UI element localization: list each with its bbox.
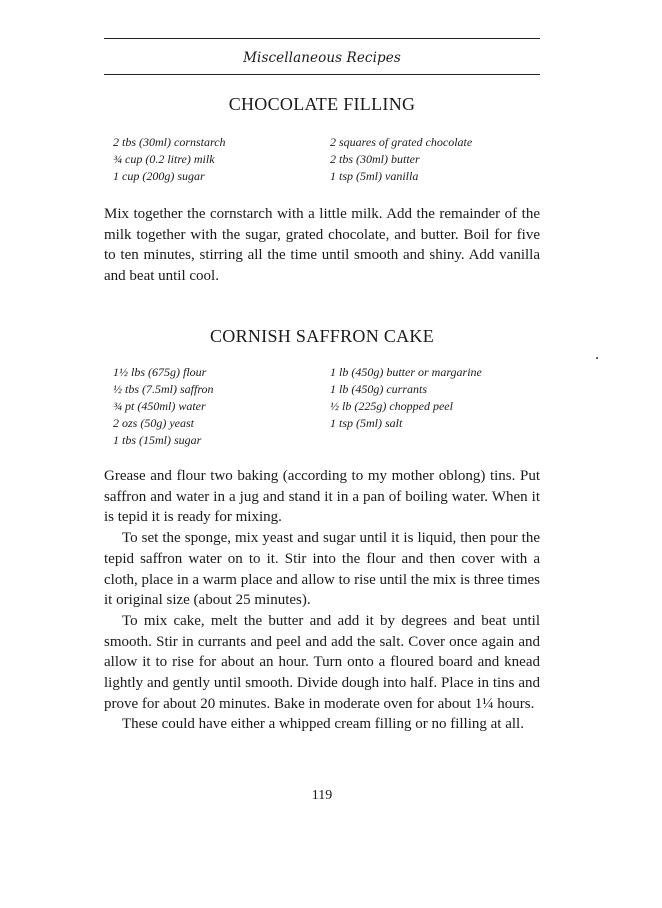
ingredient-item: 1 cup (200g) sugar [113,169,205,183]
paragraph: To set the sponge, mix yeast and sugar until it is liquid, then pour the tepid saffron water on to it. Stir into the flour and then cover with a cloth, place in a warm place and allow to rise until the mix is three times it original size (about 25 minutes). [104,530,540,609]
ingredients-cornish-saffron-cake [113,364,533,452]
print-speck [596,357,598,359]
ingredients-column-left [113,134,226,185]
ingredient-item: 2 tbs (30ml) cornstarch [113,135,226,149]
ingredient-item: 2 squares of grated chocolate [330,135,473,149]
header-rule-top [104,38,540,39]
ingredients-column-left [113,364,214,449]
ingredients-chocolate-filling [113,134,533,188]
ingredient-item: 2 ozs (50g) yeast [113,416,194,430]
ingredient-item: 1 tsp (5ml) vanilla [330,169,419,183]
ingredient-item: 1 lb (450g) butter or margarine [330,365,482,379]
instructions-chocolate-filling [104,204,540,287]
header-rule-bottom [104,74,540,75]
recipe-title-cornish-saffron-cake: CORNISH SAFFRON CAKE [209,326,435,346]
paragraph: To mix cake, melt the butter and add it by degrees and beat until smooth. Stir in currants and peel and add the salt. Cover once again and allow it to rise for about an hour. Turn onto a floured board and knead lightly and gently until smooth. Divide dough into half. Place in tins and prove for about 20 minutes. Bake in moderate oven for about 1¼ hours. [104,612,540,712]
paragraph: These could have either a whipped cream filling or no filling at all. [122,716,524,733]
recipe-title-chocolate-filling: CHOCOLATE FILLING [228,94,416,114]
ingredient-item: 2 tbs (30ml) butter [330,152,420,166]
ingredients-column-right [330,364,482,432]
ingredient-item: ½ lb (225g) chopped peel [330,399,453,413]
ingredient-item: 1 tbs (15ml) sugar [113,433,202,447]
ingredient-item: 1 tsp (5ml) salt [330,416,403,430]
paragraph: Grease and flour two baking (according to my mother oblong) tins. Put saffron and water in a jug and stand it in a pan of boiling water. When it is tepid it is ready for mixing. [104,468,540,526]
ingredients-column-right [330,134,472,185]
instructions-cornish-saffron-cake [104,466,540,735]
ingredient-item: ½ tbs (7.5ml) saffron [113,382,214,396]
ingredient-item: 1 lb (450g) currants [330,382,427,396]
ingredient-item: ¾ cup (0.2 litre) milk [113,152,215,166]
ingredient-item: ¾ pt (450ml) water [113,399,206,413]
paragraph: Mix together the cornstarch with a little milk. Add the remainder of the milk together with the sugar, grated chocolate, and butter. Boil for five to ten minutes, stirring all the time until smooth and shiny. Add vanilla and beat until cool. [104,206,540,285]
ingredient-item: 1½ lbs (675g) flour [113,365,207,379]
running-head: Miscellaneous Recipes [243,50,401,66]
page-number: 119 [311,788,333,803]
